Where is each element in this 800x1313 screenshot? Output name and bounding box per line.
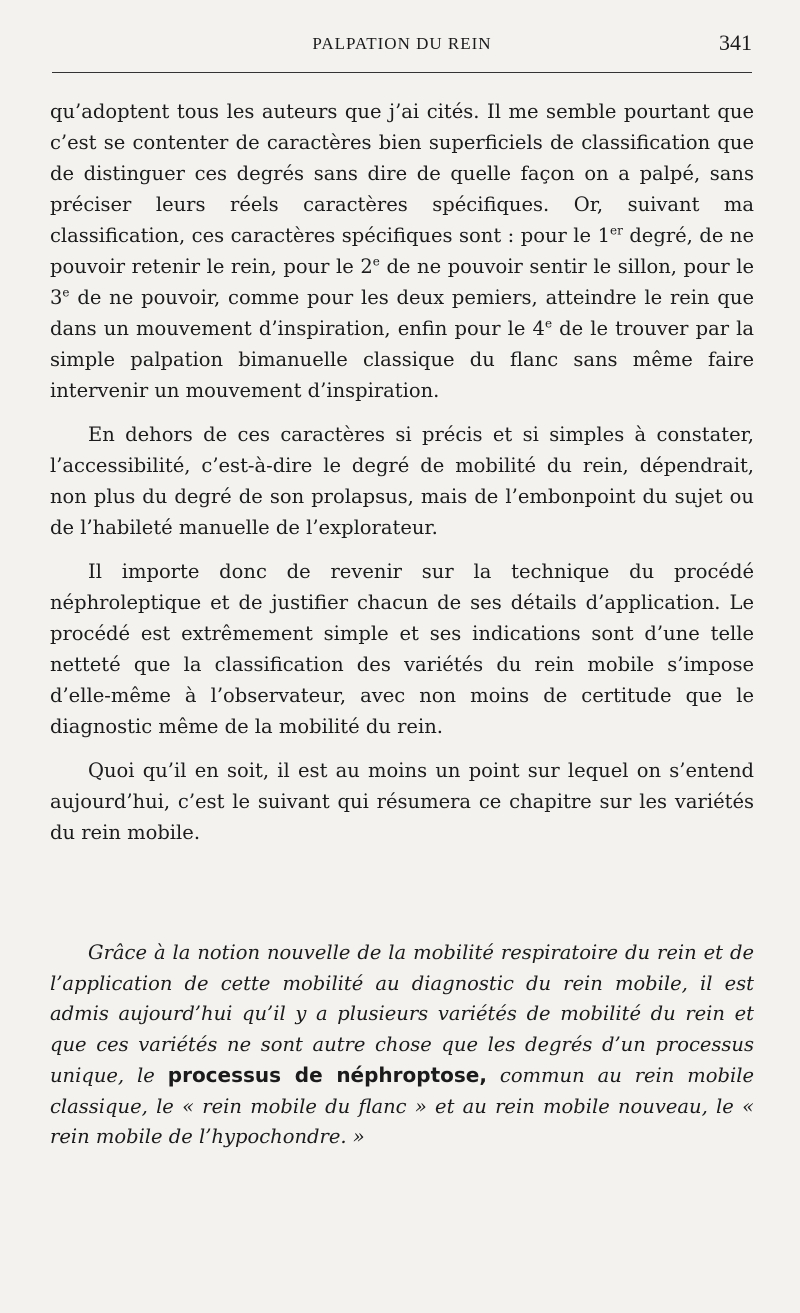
header-rule xyxy=(52,72,752,73)
p1-text-d: de ne pouvoir, comme pour les deux pemiers, atteindre le rein que dans un mouvement d’inspiration, enfin pour le 4 xyxy=(50,286,754,340)
running-header xyxy=(52,30,752,70)
running-title: PALPATION DU REIN xyxy=(312,34,492,53)
paragraph-4: Quoi qu’il en soit, il est au moins un point sur lequel on s’entend aujourd’hui, c’est le suivant qui résumera ce chapitre sur les variétés du rein mobile. xyxy=(50,759,754,844)
conclusion-paragraph xyxy=(50,938,754,1153)
conclusion-bold-term: processus de néphroptose, xyxy=(167,1063,487,1087)
page-number: 341 xyxy=(719,30,752,55)
p1-sup-3: e xyxy=(62,285,70,300)
paragraph-1 xyxy=(50,96,754,406)
p1-sup-2: e xyxy=(372,254,380,269)
p1-text-a: qu’adoptent tous les auteurs que j’ai cités. Il me semble pourtant que c’est se contenter de caractères bien superficiels de classification que de distinguer ces degrés sans dire de quelle façon on a palpé, sans préciser leurs réels caractères spécifiques. Or, suivant ma classification, ces caractères spécifiques sont : pour le 1 xyxy=(50,100,754,247)
conclusion-text-after: commun au rein mobile classique, le « rein mobile du flanc » et au rein mobile nouveau, le « rein mobile de l’hypochondre. » xyxy=(50,1064,754,1148)
p1-text-b: degré, de ne pouvoir retenir le rein, pour le 2 xyxy=(50,224,754,278)
p1-text-c: de ne pouvoir sentir le sillon, pour le 3 xyxy=(50,255,754,309)
p1-sup-1: er xyxy=(609,223,623,238)
paragraph-3: Il importe donc de revenir sur la technique du procédé néphroleptique et de justifier chacun de ses détails d’application. Le procédé est extrêmement simple et ses indications sont d’une telle netteté que la classification des variétés du rein mobile s’impose d’elle-même à l’observateur, avec non moins de certitude que le diagnostic même de la mobilité du rein. xyxy=(50,560,754,738)
conclusion-text-before: Grâce à la notion nouvelle de la mobilité respiratoire du rein et de l’application de cette mobilité au diagnostic du rein mobile, il est admis aujourd’hui qu’il y a plusieurs variétés de mobilité du rein et que ces variétés ne sont autre chose que les degrés d’un processus unique, le xyxy=(50,941,754,1087)
p1-sup-4: e xyxy=(544,316,553,331)
body-text xyxy=(50,96,754,861)
paragraph-2: En dehors de ces caractères si précis et si simples à constater, l’accessibilité, c’est-à-dire le degré de mobilité du rein, dépendrait, non plus du degré de son prolapsus, mais de l’embonpoint du sujet ou de l’habileté manuelle de l’explorateur. xyxy=(50,423,754,539)
p1-text-e: de le trouver par la simple palpation bimanuelle classique du flanc sans même faire intervenir un mouvement d’inspiration. xyxy=(50,317,754,402)
